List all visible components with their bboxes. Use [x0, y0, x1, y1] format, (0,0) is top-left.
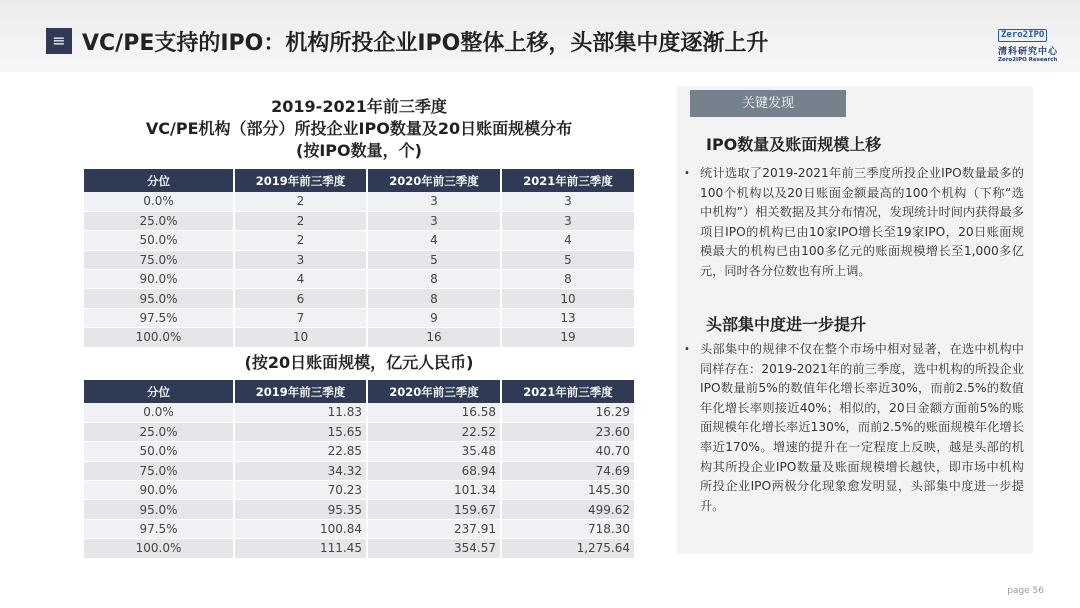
value-cell: 23.60 [501, 422, 634, 441]
percentile-cell: 90.0% [84, 481, 234, 500]
menu-icon: ≡ [46, 28, 72, 54]
value-cell: 35.48 [367, 442, 501, 461]
table-row [84, 442, 634, 461]
page-title: VC/PE支持的IPO：机构所投企业IPO整体上移，头部集中度逐渐上升 [82, 31, 769, 56]
table-row [84, 461, 634, 480]
value-cell: 4 [367, 231, 501, 250]
value-cell: 145.30 [501, 481, 634, 500]
value-cell: 8 [367, 270, 501, 289]
value-cell: 111.45 [234, 539, 367, 558]
value-cell: 159.67 [367, 500, 501, 519]
value-cell: 100.84 [234, 519, 367, 538]
col-header: 2020年前三季度 [367, 169, 501, 192]
value-cell: 10 [234, 328, 367, 347]
col-header: 分位 [84, 169, 234, 192]
value-cell: 22.85 [234, 442, 367, 461]
table1-title-line3: (按IPO数量，个) [296, 141, 422, 160]
value-cell: 70.23 [234, 481, 367, 500]
percentile-cell: 50.0% [84, 231, 234, 250]
value-cell: 34.32 [234, 461, 367, 480]
col-header: 2020年前三季度 [367, 380, 501, 403]
table-row [84, 308, 634, 327]
table-row [84, 481, 634, 500]
percentile-cell: 0.0% [84, 403, 234, 422]
percentile-cell: 100.0% [84, 328, 234, 347]
percentile-cell: 25.0% [84, 422, 234, 441]
value-cell: 354.57 [367, 539, 501, 558]
bullet-icon: • [684, 344, 690, 355]
percentile-cell: 75.0% [84, 250, 234, 269]
value-cell: 6 [234, 289, 367, 308]
value-cell: 95.35 [234, 500, 367, 519]
col-header: 2021年前三季度 [501, 380, 634, 403]
table-row [84, 403, 634, 422]
value-cell: 22.52 [367, 422, 501, 441]
value-cell: 11.83 [234, 403, 367, 422]
value-cell: 4 [501, 231, 634, 250]
value-cell: 5 [367, 250, 501, 269]
value-cell: 237.91 [367, 519, 501, 538]
percentile-cell: 75.0% [84, 461, 234, 480]
value-cell: 15.65 [234, 422, 367, 441]
section2-heading: 头部集中度进一步提升 [706, 315, 867, 334]
value-cell: 16.58 [367, 403, 501, 422]
percentile-cell: 90.0% [84, 270, 234, 289]
percentile-cell: 25.0% [84, 211, 234, 230]
table-row [84, 328, 634, 347]
bullet-icon: • [684, 168, 690, 179]
value-cell: 74.69 [501, 461, 634, 480]
section1-heading: IPO数量及账面规模上移 [706, 135, 882, 154]
percentile-cell: 100.0% [84, 539, 234, 558]
value-cell: 718.30 [501, 519, 634, 538]
percentile-cell: 95.0% [84, 289, 234, 308]
value-cell: 3 [501, 192, 634, 211]
col-header: 2019年前三季度 [234, 380, 367, 403]
logo-en: Zero2IPO Research [998, 57, 1058, 63]
logo-mark: Zero2IPO [998, 29, 1047, 42]
value-cell: 8 [501, 270, 634, 289]
table-row [84, 519, 634, 538]
percentile-cell: 95.0% [84, 500, 234, 519]
value-cell: 3 [367, 192, 501, 211]
table2-title: (按20日账面规模，亿元人民币) [244, 353, 474, 372]
table1-title [84, 96, 634, 162]
table-row [84, 270, 634, 289]
col-header: 分位 [84, 380, 234, 403]
key-findings-tab: 关键发现 [690, 90, 846, 117]
percentile-cell: 50.0% [84, 442, 234, 461]
logo-cn: 清科研究中心 [998, 47, 1059, 57]
col-header: 2021年前三季度 [501, 169, 634, 192]
title-bar [0, 0, 1080, 72]
value-cell: 2 [234, 231, 367, 250]
table-header-row [84, 380, 634, 403]
section2-text: 头部集中的规律不仅在整个市场中相对显著，在选中机构中同样存在：2019-2021年的前三季度，选中机构的所投企业IPO数量前5%的数值年化增长率近30%，而前2.5%的数值年化增长率则接近40%；相似的，20日金额方面前5%的账面规模年化增长率近130%，而前2.5%的账面规模年化增长率近170%。增速的提升在一定程度上反映，越是头部的机构其所投企业IPO数量及账面规模增长越快，即市场中机构所投企业IPO两极分化现象愈发明显，头部集中度进一步提升。 [700, 342, 1024, 513]
value-cell: 1,275.64 [501, 539, 634, 558]
value-cell: 10 [501, 289, 634, 308]
table-row [84, 231, 634, 250]
book-value-table [84, 380, 634, 559]
percentile-cell: 0.0% [84, 192, 234, 211]
value-cell: 40.70 [501, 442, 634, 461]
col-header: 2019年前三季度 [234, 169, 367, 192]
page-number: page 56 [1007, 586, 1044, 596]
section1-bullet [684, 164, 1024, 282]
value-cell: 3 [367, 211, 501, 230]
value-cell: 499.62 [501, 500, 634, 519]
section2-bullet [684, 340, 1024, 516]
value-cell: 3 [501, 211, 634, 230]
table-row [84, 250, 634, 269]
value-cell: 2 [234, 192, 367, 211]
value-cell: 9 [367, 308, 501, 327]
table-row [84, 211, 634, 230]
value-cell: 2 [234, 211, 367, 230]
percentile-cell: 97.5% [84, 519, 234, 538]
value-cell: 3 [234, 250, 367, 269]
value-cell: 68.94 [367, 461, 501, 480]
value-cell: 19 [501, 328, 634, 347]
table1-title-line2: VC/PE机构（部分）所投企业IPO数量及20日账面规模分布 [145, 119, 573, 138]
value-cell: 101.34 [367, 481, 501, 500]
value-cell: 5 [501, 250, 634, 269]
table-header-row [84, 169, 634, 192]
value-cell: 4 [234, 270, 367, 289]
ipo-count-table [84, 169, 634, 348]
table-row [84, 500, 634, 519]
table-row [84, 192, 634, 211]
percentile-cell: 97.5% [84, 308, 234, 327]
table-row [84, 539, 634, 558]
value-cell: 7 [234, 308, 367, 327]
section1-text: 统计选取了2019-2021年前三季度所投企业IPO数量最多的100个机构以及20日账面金额最高的100个机构（下称“选中机构”）相关数据及其分布情况，发现统计时间内获得最多项目IPO的机构已由10家IPO增长至19家IPO，20日账面规模最大的机构已由100多亿元的账面规模增长至1,000多亿元，同时各分位数也有所上调。 [700, 166, 1024, 278]
value-cell: 16.29 [501, 403, 634, 422]
value-cell: 16 [367, 328, 501, 347]
table-row [84, 422, 634, 441]
table-row [84, 289, 634, 308]
zero2ipo-logo [998, 22, 1062, 62]
table1-title-line1: 2019-2021年前三季度 [271, 97, 447, 116]
value-cell: 13 [501, 308, 634, 327]
value-cell: 8 [367, 289, 501, 308]
